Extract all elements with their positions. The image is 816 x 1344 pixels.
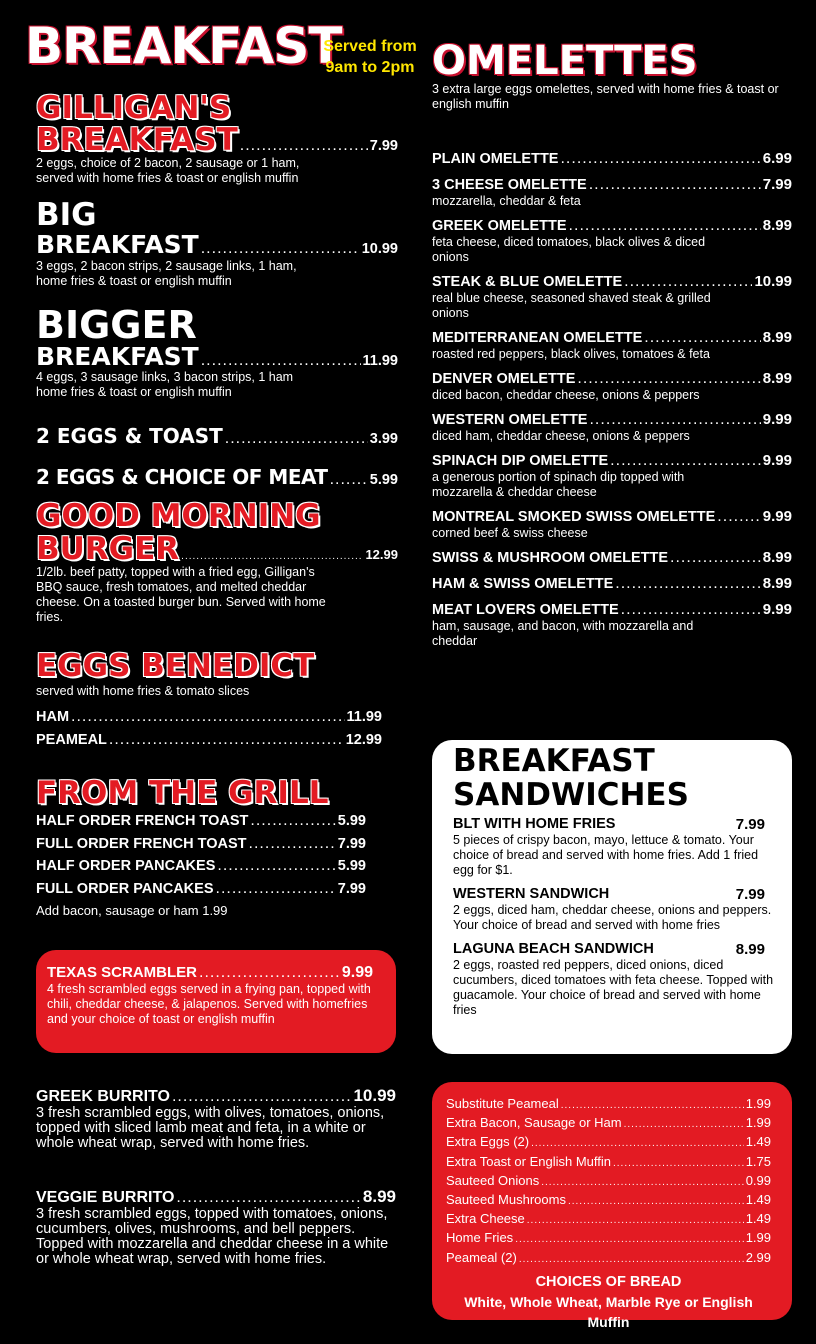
- sandwich-row: [453, 886, 765, 903]
- omelette-leader-dots: [589, 411, 760, 429]
- texas-scrambler-description: 4 fresh scrambled eggs served in a frying pan, topped with chili, cheddar cheese, & jalapenos. Served with homefries and your choice of toast or english muffin: [47, 982, 371, 1026]
- greek-burrito-name: GREEK BURRITO: [36, 1088, 170, 1105]
- omelette-leader-dots: [569, 217, 761, 235]
- omelette-item: [432, 329, 792, 362]
- omelette-name: MEDITERRANEAN OMELETTE: [432, 330, 643, 346]
- burger-name-line2: BURGER: [36, 531, 180, 567]
- benedict-row: [36, 731, 382, 754]
- omelette-leader-dots: [610, 452, 761, 470]
- extras-leader-dots: [515, 1234, 744, 1245]
- extras-leader-dots: [519, 1254, 744, 1265]
- sandwich-item: [453, 816, 776, 878]
- served-hours-line1: Served from: [323, 38, 417, 55]
- omelette-item: [432, 575, 792, 593]
- omelette-item: [432, 411, 792, 444]
- gilligans-price: 7.99: [369, 138, 398, 154]
- omelette-leader-dots: [615, 575, 761, 593]
- eggs-benedict-title: EGGS BENEDICT: [36, 648, 315, 684]
- grill-row: [36, 857, 366, 880]
- omelette-row: [432, 370, 792, 388]
- omelette-row: [432, 549, 792, 567]
- bigger-breakfast-item: [36, 303, 398, 400]
- extras-leader-dots: [541, 1177, 743, 1188]
- big-breakfast-price-row: [36, 231, 398, 259]
- veggie-burrito-row: [36, 1187, 396, 1207]
- extras-item-name: Extra Bacon, Sausage or Ham: [446, 1115, 622, 1131]
- extras-item-price: 2.99: [745, 1249, 771, 1265]
- bigger-breakfast-price-row: [36, 344, 398, 370]
- omelette-item: [432, 508, 792, 541]
- benedict-item-name: HAM: [36, 709, 70, 725]
- extras-item-price: 1.99: [745, 1230, 771, 1246]
- extras-leader-dots: [527, 1215, 744, 1226]
- extras-item-name: Extra Eggs (2): [446, 1134, 530, 1150]
- omelette-list: [432, 150, 792, 657]
- omelette-price: 8.99: [762, 575, 792, 592]
- grill-item-price: 5.99: [337, 858, 366, 874]
- sandwiches-title-line2: SANDWICHES: [453, 777, 689, 813]
- eggs-toast-name: 2 EGGS & TOAST: [36, 424, 223, 448]
- omelette-price: 9.99: [762, 508, 792, 525]
- veggie-burrito-price: 8.99: [362, 1187, 396, 1206]
- omelette-price: 9.99: [762, 452, 792, 469]
- extras-row: [446, 1192, 771, 1211]
- omelette-description: diced ham, cheddar cheese, onions & peppers: [432, 429, 690, 443]
- eggs-meat-item: [36, 465, 398, 489]
- omelette-row: [432, 176, 792, 194]
- extras-leader-dots: [531, 1138, 744, 1149]
- omelette-row: [432, 273, 792, 291]
- omelette-name: WESTERN OMELETTE: [432, 412, 588, 428]
- extras-item-name: Home Fries: [446, 1230, 514, 1246]
- greek-burrito-leader-dots: [172, 1088, 352, 1106]
- extras-row: [446, 1250, 771, 1269]
- big-breakfast-price: 10.99: [361, 241, 398, 257]
- omelette-item: [432, 150, 792, 168]
- omelettes-description: 3 extra large eggs omelettes, served with home fries & toast or english muffin: [432, 82, 779, 111]
- omelette-price: 7.99: [762, 176, 792, 193]
- veggie-burrito-name: VEGGIE BURRITO: [36, 1189, 175, 1206]
- grill-row: [36, 812, 366, 835]
- omelette-price: 8.99: [762, 329, 792, 346]
- omelette-name: MONTREAL SMOKED SWISS OMELETTE: [432, 509, 716, 525]
- eggs-toast-leader-dots: [225, 430, 368, 448]
- texas-scrambler-price: 9.99: [341, 964, 373, 981]
- extras-item-price: 1.49: [745, 1134, 771, 1150]
- omelette-description: mozzarella, cheddar & feta: [432, 194, 581, 208]
- grill-row: [36, 835, 366, 858]
- omelette-name: MEAT LOVERS OMELETTE: [432, 602, 619, 618]
- bigger-breakfast-name-line1: BIGGER: [36, 303, 197, 347]
- extras-row: [446, 1230, 771, 1249]
- omelette-leader-dots: [670, 549, 761, 567]
- benedict-item-price: 12.99: [345, 732, 382, 748]
- eggs-toast-item: [36, 424, 398, 448]
- eggs-meat-name: 2 EGGS & CHOICE OF MEAT: [36, 465, 328, 489]
- omelette-item: [432, 452, 792, 500]
- burger-leader-dots: [181, 551, 363, 562]
- omelette-row: [432, 508, 792, 526]
- extras-item-name: Sauteed Mushrooms: [446, 1191, 566, 1207]
- big-breakfast-name-line2: BREAKFAST: [36, 230, 199, 259]
- extras-item-name: Peameal (2): [446, 1249, 517, 1265]
- extras-panel: [432, 1082, 792, 1330]
- extras-item-price: 1.49: [745, 1191, 771, 1207]
- eggs-benedict-list: [36, 708, 382, 754]
- omelette-name: HAM & SWISS OMELETTE: [432, 576, 614, 592]
- omelette-leader-dots: [577, 370, 760, 388]
- served-hours: [312, 36, 428, 78]
- extras-list: [446, 1096, 771, 1269]
- omelette-name: PLAIN OMELETTE: [432, 151, 559, 167]
- grill-item-price: 7.99: [337, 835, 366, 852]
- sandwich-row: [453, 816, 765, 833]
- sandwich-name: BLT WITH HOME FRIES: [453, 816, 616, 832]
- extras-leader-dots: [561, 1100, 744, 1111]
- omelette-item: [432, 217, 792, 265]
- sandwich-description: 2 eggs, diced ham, cheddar cheese, onions and peppers. Your choice of bread and served with home fries: [453, 903, 772, 932]
- omelette-price: 9.99: [762, 411, 792, 428]
- breakfast-sandwiches-panel: [432, 740, 792, 1054]
- grill-leader-dots: [217, 857, 335, 875]
- gilligans-description: 2 eggs, choice of 2 bacon, 2 sausage or 1 ham, served with home fries & toast or english muffin: [36, 156, 300, 185]
- omelette-leader-dots: [644, 329, 761, 347]
- extras-item-price: 1.75: [745, 1153, 771, 1169]
- sandwich-name: WESTERN SANDWICH: [453, 886, 610, 902]
- grill-item-name: FULL ORDER FRENCH TOAST: [36, 835, 247, 852]
- texas-scrambler-leader-dots: [199, 964, 340, 982]
- eggs-meat-leader-dots: [330, 471, 368, 489]
- gilligans-breakfast-item: [36, 92, 398, 186]
- grill-leader-dots: [250, 812, 335, 830]
- extras-item-price: 1.99: [745, 1115, 771, 1131]
- texas-scrambler-row: [47, 964, 373, 982]
- omelette-description: a generous portion of spinach dip topped with mozzarella & cheddar cheese: [432, 470, 685, 499]
- omelette-item: [432, 549, 792, 567]
- grill-row: [36, 880, 366, 903]
- benedict-item-price: 11.99: [346, 709, 382, 725]
- extras-row: [446, 1096, 771, 1115]
- texas-scrambler-panel: [36, 950, 396, 1053]
- sandwich-price: 8.99: [735, 941, 765, 958]
- extras-row: [446, 1115, 771, 1134]
- sandwiches-title-line1: BREAKFAST: [453, 743, 655, 779]
- veggie-burrito-description: 3 fresh scrambled eggs, topped with tomatoes, onions, cucumbers, olives, mushrooms, and bell peppers. Topped with mozzarella and cheddar cheese in a white or whole wheat wrap, served with home fries.: [36, 1206, 389, 1267]
- extras-item-price: 1.49: [745, 1211, 771, 1227]
- sandwich-description: 5 pieces of crispy bacon, mayo, lettuce & tomato. Your choice of bread and served with home fries. Add 1 fried egg for $1.: [453, 833, 759, 877]
- omelette-description: corned beef & swiss cheese: [432, 526, 588, 540]
- extras-row: [446, 1134, 771, 1153]
- eggs-toast-price: 3.99: [369, 431, 398, 447]
- grill-leader-dots: [249, 835, 336, 853]
- omelette-row: [432, 575, 792, 593]
- omelette-item: [432, 370, 792, 403]
- from-the-grill-title: FROM THE GRILL: [36, 775, 329, 811]
- omelette-price: 8.99: [762, 217, 792, 234]
- texas-scrambler-name: TEXAS SCRAMBLER: [47, 964, 198, 981]
- omelette-description: roasted red peppers, black olives, tomatoes & feta: [432, 347, 710, 361]
- veggie-burrito-leader-dots: [176, 1189, 361, 1207]
- omelette-row: [432, 452, 792, 470]
- bigger-breakfast-price: 11.99: [362, 353, 398, 369]
- omelette-name: STEAK & BLUE OMELETTE: [432, 274, 623, 290]
- omelette-name: 3 CHEESE OMELETTE: [432, 177, 587, 193]
- bigger-breakfast-leader-dots: [201, 352, 361, 370]
- extras-item-name: Substitute Peameal: [446, 1096, 559, 1111]
- burger-price: 12.99: [365, 547, 398, 562]
- omelette-price: 8.99: [762, 370, 792, 387]
- sandwich-item: [453, 886, 776, 933]
- omelette-item: [432, 176, 792, 209]
- omelette-name: SPINACH DIP OMELETTE: [432, 453, 609, 469]
- omelette-leader-dots: [717, 508, 761, 526]
- omelette-leader-dots: [560, 150, 760, 168]
- benedict-row: [36, 708, 382, 731]
- gilligans-name-line1: GILLIGAN'S: [36, 90, 232, 126]
- omelette-item: [432, 601, 792, 649]
- bread-choices-list: White, Whole Wheat, Marble Rye or English Muffin: [464, 1293, 753, 1330]
- extras-leader-dots: [613, 1158, 744, 1169]
- eggs-benedict-description: served with home fries & tomato slices: [36, 684, 250, 698]
- omelette-name: SWISS & MUSHROOM OMELETTE: [432, 550, 669, 566]
- bigger-breakfast-name-line2: BREAKFAST: [36, 342, 199, 371]
- big-breakfast-name-line1: BIG: [36, 197, 97, 233]
- extras-row: [446, 1173, 771, 1192]
- omelette-price: 6.99: [762, 150, 792, 167]
- omelette-row: [432, 601, 792, 619]
- omelette-description: ham, sausage, and bacon, with mozzarella and cheddar: [432, 619, 694, 648]
- big-breakfast-leader-dots: [201, 240, 360, 258]
- grill-item-price: 7.99: [337, 880, 366, 897]
- eggs-meat-price: 5.99: [369, 472, 398, 488]
- sandwich-item: [453, 941, 776, 1018]
- extras-leader-dots: [624, 1119, 744, 1130]
- sandwich-description: 2 eggs, roasted red peppers, diced onions, diced cucumbers, diced tomatoes with feta cheese. Topped with guacamole. Your choice of bread and served with home fries: [453, 958, 774, 1017]
- omelette-row: [432, 411, 792, 429]
- grill-item-name: HALF ORDER FRENCH TOAST: [36, 813, 249, 829]
- sandwich-price: 7.99: [735, 886, 765, 903]
- veggie-burrito-item: [36, 1187, 396, 1267]
- omelette-description: diced bacon, cheddar cheese, onions & peppers: [432, 388, 700, 402]
- omelette-row: [432, 329, 792, 347]
- extras-item-name: Sauteed Onions: [446, 1172, 540, 1188]
- extras-row: [446, 1154, 771, 1173]
- extras-row: [446, 1211, 771, 1230]
- sandwich-name: LAGUNA BEACH SANDWICH: [453, 941, 654, 957]
- bigger-breakfast-description: 4 eggs, 3 sausage links, 3 bacon strips, 1 ham home fries & toast or english muffin: [36, 370, 294, 399]
- omelette-price: 9.99: [762, 601, 792, 618]
- sandwich-list: [453, 816, 776, 1018]
- sandwich-row: [453, 941, 765, 958]
- benedict-leader-dots: [71, 708, 344, 726]
- omelette-description: feta cheese, diced tomatoes, black olives & diced onions: [432, 235, 706, 264]
- gilligans-leader-dots: [240, 137, 368, 155]
- grill-item-price: 5.99: [337, 813, 366, 829]
- omelette-row: [432, 217, 792, 235]
- good-morning-burger-item: [36, 500, 398, 625]
- burger-price-row: [36, 533, 398, 565]
- extras-item-name: Extra Cheese: [446, 1211, 525, 1227]
- greek-burrito-price: 10.99: [353, 1086, 396, 1105]
- gilligans-price-row: [36, 124, 398, 156]
- extras-item-price: 1.99: [745, 1096, 771, 1111]
- grill-item-name: HALF ORDER PANCAKES: [36, 858, 216, 874]
- benedict-item-name: PEAMEAL: [36, 732, 107, 748]
- omelette-item: [432, 273, 792, 321]
- breakfast-title: BREAKFAST: [25, 17, 342, 75]
- grill-leader-dots: [216, 880, 336, 898]
- omelette-price: 8.99: [762, 549, 792, 566]
- omelette-leader-dots: [624, 273, 752, 291]
- served-hours-line2: 9am to 2pm: [325, 59, 415, 76]
- omelette-leader-dots: [589, 176, 761, 194]
- omelettes-title: OMELETTES: [432, 38, 698, 84]
- omelette-description: real blue cheese, seasoned shaved steak & grilled onions: [432, 291, 711, 320]
- extras-leader-dots: [568, 1196, 744, 1207]
- grill-note: Add bacon, sausage or ham 1.99: [36, 903, 228, 918]
- grill-list: [36, 812, 366, 902]
- burger-description: 1/2lb. beef patty, topped with a fried egg, Gilligan's BBQ sauce, fresh tomatoes, and melted cheddar cheese. On a toasted burger bun. Served with home fries.: [36, 565, 326, 624]
- big-breakfast-description: 3 eggs, 2 bacon strips, 2 sausage links, 1 ham, home fries & toast or english muffin: [36, 259, 297, 288]
- gilligans-name-line2: BREAKFAST: [36, 122, 238, 158]
- omelette-name: DENVER OMELETTE: [432, 371, 576, 387]
- burger-name-line1: GOOD MORNING: [36, 498, 321, 534]
- greek-burrito-description: 3 fresh scrambled eggs, with olives, tomatoes, onions, topped with sliced lamb meat and feta, in a white or whole wheat wrap, served with home fries.: [36, 1105, 385, 1151]
- bread-choices-title: CHOICES OF BREAD: [535, 1273, 682, 1290]
- omelette-price: 10.99: [754, 273, 792, 290]
- grill-item-name: FULL ORDER PANCAKES: [36, 880, 214, 897]
- omelette-row: [432, 150, 792, 168]
- sandwich-price: 7.99: [735, 816, 765, 833]
- extras-item-name: Extra Toast or English Muffin: [446, 1153, 611, 1169]
- extras-item-price: 0.99: [745, 1172, 771, 1188]
- benedict-leader-dots: [109, 731, 344, 749]
- greek-burrito-row: [36, 1086, 396, 1106]
- greek-burrito-item: [36, 1086, 396, 1151]
- omelette-leader-dots: [621, 601, 761, 619]
- big-breakfast-item: [36, 197, 398, 289]
- omelette-name: GREEK OMELETTE: [432, 218, 567, 234]
